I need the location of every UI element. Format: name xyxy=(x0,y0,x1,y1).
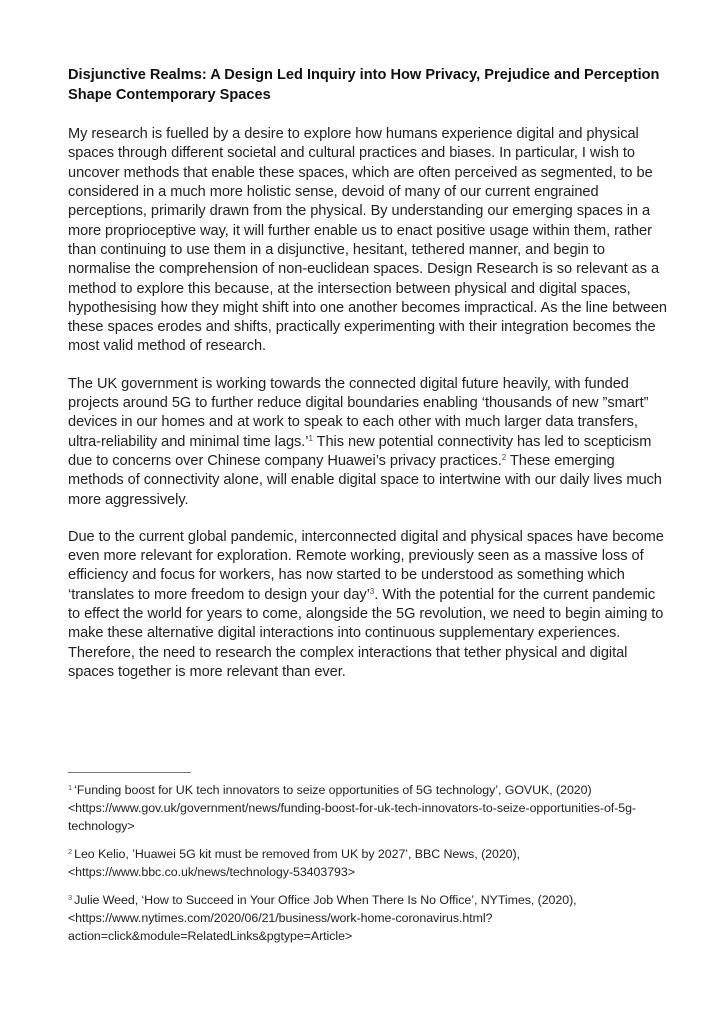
footnote-ref-1[interactable]: 1 xyxy=(308,433,313,443)
footnote-separator xyxy=(68,772,191,773)
document-body xyxy=(68,66,668,682)
footnote-text: ‘Funding boost for UK tech innovators to seize opportunities of 5G technology’, GOVUK, (2020) <https://www.gov.uk/government/news/funding-boost-for-uk-tech-innovators-to-seize-opportunities-of-5g-technology> xyxy=(68,783,637,833)
paragraph-text: My research is fuelled by a desire to explore how humans experience digital and physical spaces through different societal and cultural practices and biases. In particular, I wish to uncover methods that enable these spaces, which are often perceived as segmented, to be considered in a much more holistic sense, devoid of many of our current engrained perceptions, primarily drawn from the physical. By understanding our emerging spaces in a more proprioceptive way, it will further enable us to enact positive usage within them, rather than continuing to use them in a disjunctive, hesitant, tethered manner, and begin to normalise the comprehension of non-euclidean spaces. Design Research is so relevant as a method to explore this because, at the intersection between physical and digital spaces, hypothesising how they might shift into one another becomes impractical. As the line between these spaces erodes and shifts, practically experimenting with their integration becomes the most valid method of research. xyxy=(68,126,667,355)
document-title: Disjunctive Realms: A Design Led Inquiry into How Privacy, Prejudice and Perception Shape Contemporary Spaces xyxy=(68,67,660,103)
paragraph-pandemic xyxy=(68,528,668,682)
footnote-2 xyxy=(68,845,668,881)
paragraph-text: These emerging methods of connectivity alone, will enable digital space to intertwine with our daily lives much more aggressively. xyxy=(68,452,662,508)
paragraph-text: . With the potential for the current pandemic to effect the world for years to come, alongside the 5G revolution, we need to begin aiming to make these alternative digital interactions into continuous supplementary experiences. Therefore, the need to research the complex interactions that tether physical and digital spaces together is more relevant than ever. xyxy=(68,586,664,680)
footnotes-section xyxy=(68,772,668,955)
footnote-3 xyxy=(68,891,668,945)
footnote-number: 1 xyxy=(68,783,73,792)
footnote-text: Julie Weed, ‘How to Succeed in Your Office Job When There Is No Office’, NYTimes, (2020), <https://www.nytimes.com/2020/06/21/business/work-home-coronavirus.html?action=click&module=RelatedLinks&pgtype=Article> xyxy=(68,893,577,943)
paragraph-text: Due to the current global pandemic, interconnected digital and physical spaces have become even more relevant for exploration. Remote working, previously seen as a massive loss of efficiency and focus for workers, has now started to be understood as something which ‘translates to more freedom to design your day’ xyxy=(68,528,664,603)
footnote-ref-3[interactable]: 3 xyxy=(369,586,375,596)
footnote-text: Leo Kelio, ’Huawei 5G kit must be removed from UK by 2027’, BBC News, (2020), <https://www.bbc.co.uk/news/technology-53403793> xyxy=(68,847,520,879)
paragraph-uk-government-5g xyxy=(68,375,668,510)
paragraph-research-motivation xyxy=(68,125,668,357)
paragraph-text: This new potential connectivity has led to scepticism due to concerns over Chinese company Huawei’s privacy practices. xyxy=(68,433,652,469)
paragraph-text: The UK government is working towards the connected digital future heavily, with funded projects around 5G to further reduce digital boundaries enabling ‘thousands of new ”smart” devices in our homes and at work to speak to each other with much larger data transfers, ultra-reliability and minimal time lags.’ xyxy=(68,375,649,450)
footnote-number: 2 xyxy=(68,847,73,856)
footnote-number: 3 xyxy=(68,893,73,902)
footnote-1 xyxy=(68,781,668,835)
footnote-ref-2[interactable]: 2 xyxy=(501,452,507,462)
